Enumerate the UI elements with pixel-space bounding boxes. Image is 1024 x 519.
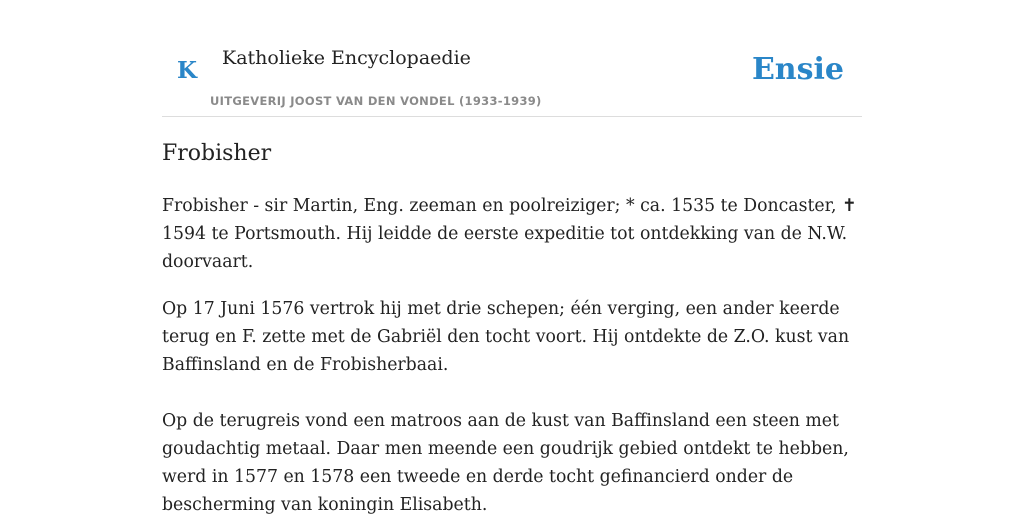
article-body: [162, 192, 867, 519]
article-paragraph: Frobisher - sir Martin, Eng. zeeman en poolreiziger; * ca. 1535 te Doncaster, ✝ 1594 te Portsmouth. Hij leidde de eerste expeditie tot ontdekking van de N.W. doorvaart.: [162, 196, 857, 272]
article-paragraph: Op 17 Juni 1576 vertrok hij met drie schepen; één verging, een ander keerde terug en F. zette met de Gabriël den tocht voort. Hij ontdekte de Z.O. kust van Baffinsland en de Frobisherbaai.: [162, 299, 850, 375]
site-header: [162, 0, 862, 117]
site-logo[interactable]: K: [177, 57, 197, 84]
article-title: Frobisher: [162, 141, 272, 166]
site-subtitle: UITGEVERIJ JOOST VAN DEN VONDEL (1933-1939): [210, 94, 542, 108]
article-paragraph: Op de terugreis vond een matroos aan de kust van Baffinsland een steen met goudachtig metaal. Daar men meende een goudrijk gebied ontdekt te hebben, werd in 1577 en 1578 een tweede en derde tocht gefinancierd onder de bescherming van koningin Elisabeth.: [162, 411, 849, 515]
site-title[interactable]: Katholieke Encyclopaedie: [222, 47, 471, 69]
brand-logo[interactable]: Ensie: [751, 52, 844, 87]
